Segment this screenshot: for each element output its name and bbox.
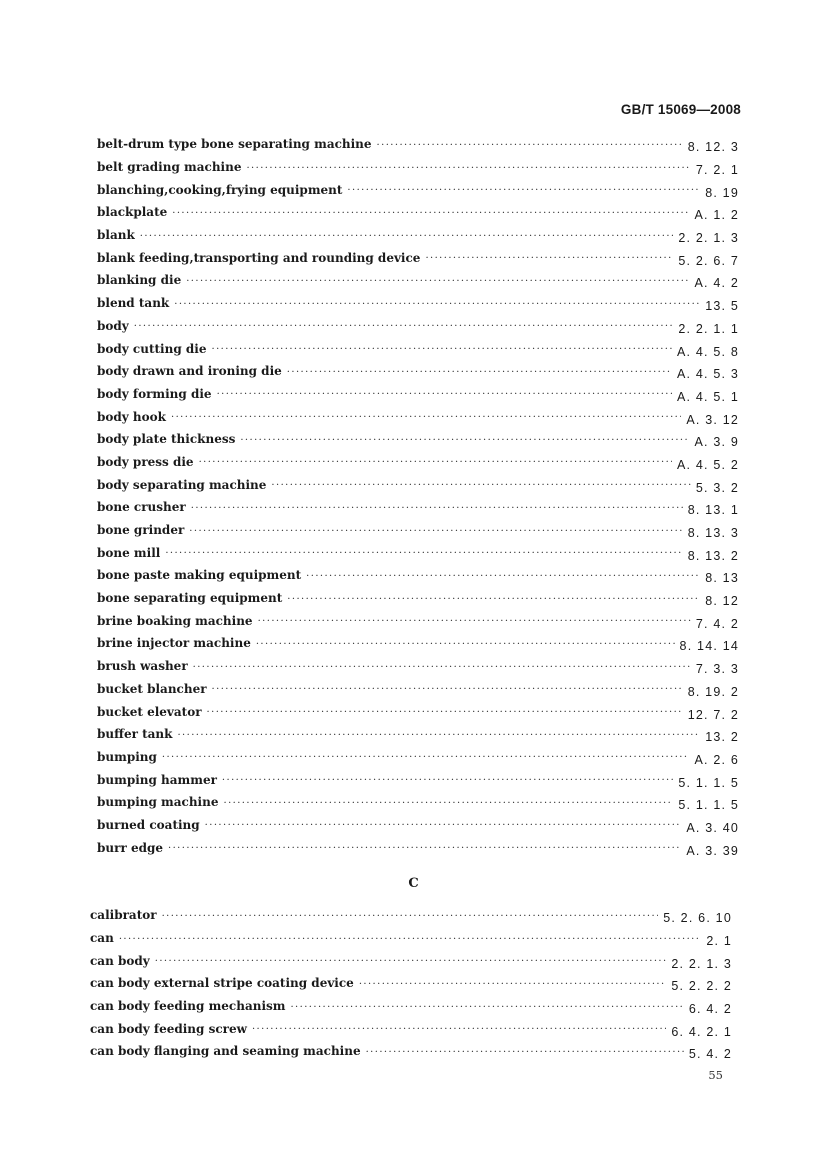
index-entry bbox=[97, 269, 739, 292]
index-ref: A. 1. 2 bbox=[694, 208, 739, 223]
section-heading-c: C bbox=[408, 876, 419, 891]
index-term: bucket blancher bbox=[97, 681, 207, 696]
index-term: burr edge bbox=[97, 840, 163, 855]
index-term: can body bbox=[90, 953, 150, 968]
index-ref: 8. 13. 2 bbox=[687, 548, 739, 563]
index-entry bbox=[97, 609, 739, 632]
leader-dots bbox=[171, 412, 681, 423]
leader-dots bbox=[205, 820, 682, 831]
index-term: burned coating bbox=[97, 817, 200, 832]
index-ref: 8. 19 bbox=[705, 185, 739, 200]
index-entry bbox=[97, 428, 739, 451]
index-entry bbox=[97, 201, 739, 224]
index-entry bbox=[97, 337, 739, 360]
index-entry bbox=[97, 814, 739, 837]
index-term: blanching,cooking,frying equipment bbox=[97, 182, 343, 197]
leader-dots bbox=[177, 730, 700, 741]
index-ref: 8. 13. 3 bbox=[687, 526, 739, 541]
index-ref: A. 4. 5. 2 bbox=[676, 457, 739, 472]
index-term: can bbox=[90, 931, 114, 946]
index-term: bone separating equipment bbox=[97, 591, 283, 606]
index-term: belt-drum type bone separating machine bbox=[97, 137, 372, 152]
leader-dots bbox=[377, 140, 683, 151]
leader-dots bbox=[306, 571, 700, 582]
leader-dots bbox=[217, 389, 672, 400]
index-term: body hook bbox=[97, 409, 166, 424]
index-ref: 2. 2. 1. 3 bbox=[678, 231, 739, 246]
index-entry bbox=[97, 519, 739, 542]
page-number: 55 bbox=[708, 1068, 723, 1082]
index-term: bone crusher bbox=[97, 500, 186, 515]
index-term: can body feeding screw bbox=[90, 1021, 247, 1036]
index-ref: A. 3. 39 bbox=[686, 843, 739, 858]
index-ref: 8. 14. 14 bbox=[679, 639, 739, 654]
index-ref: 6. 4. 2 bbox=[688, 1002, 732, 1017]
leader-dots bbox=[287, 594, 700, 605]
leader-dots bbox=[207, 707, 683, 718]
leader-dots bbox=[168, 843, 681, 854]
index-term: blend tank bbox=[97, 296, 170, 311]
index-entry bbox=[97, 541, 739, 564]
leader-dots bbox=[252, 1024, 666, 1035]
index-entry bbox=[90, 949, 732, 972]
index-ref: 2. 2. 1. 3 bbox=[671, 956, 732, 971]
index-term: body cutting die bbox=[97, 341, 207, 356]
index-ref: A. 4. 5. 1 bbox=[676, 389, 739, 404]
index-term: bumping bbox=[97, 749, 157, 764]
index-term: body drawn and ironing die bbox=[97, 364, 282, 379]
index-entry bbox=[90, 904, 732, 927]
index-term: buffer tank bbox=[97, 727, 173, 742]
leader-dots bbox=[191, 503, 683, 514]
index-ref: 5. 2. 6. 7 bbox=[678, 253, 739, 268]
index-ref: 8. 19. 2 bbox=[687, 684, 739, 699]
index-entry bbox=[90, 1040, 732, 1063]
leader-dots bbox=[425, 253, 673, 264]
index-ref: A. 3. 9 bbox=[694, 435, 739, 450]
index-entry bbox=[97, 768, 739, 791]
index-ref: 8. 12. 3 bbox=[687, 140, 739, 155]
index-term: calibrator bbox=[90, 908, 157, 923]
index-term: body forming die bbox=[97, 386, 212, 401]
index-entry bbox=[90, 995, 732, 1018]
index-ref: 2. 1 bbox=[706, 934, 732, 949]
index-entry bbox=[97, 723, 739, 746]
index-term: blank bbox=[97, 228, 135, 243]
index-entry bbox=[97, 360, 739, 383]
index-section-b bbox=[0, 133, 827, 859]
leader-dots bbox=[199, 457, 672, 468]
index-ref: 5. 1. 1. 5 bbox=[678, 775, 739, 790]
index-term: belt grading machine bbox=[97, 160, 242, 175]
index-ref: A. 4. 2 bbox=[694, 276, 739, 291]
index-section-c bbox=[0, 904, 827, 1063]
index-entry bbox=[97, 405, 739, 428]
index-ref: A. 3. 12 bbox=[686, 412, 739, 427]
index-term: blackplate bbox=[97, 205, 168, 220]
index-ref: 5. 3. 2 bbox=[695, 480, 739, 495]
index-entry bbox=[97, 746, 739, 769]
leader-dots bbox=[246, 163, 690, 174]
index-entry bbox=[97, 655, 739, 678]
index-ref: 12. 7. 2 bbox=[687, 707, 739, 722]
leader-dots bbox=[212, 344, 672, 355]
leader-dots bbox=[240, 435, 689, 446]
leader-dots bbox=[165, 548, 682, 559]
index-entry bbox=[97, 836, 739, 859]
index-entry bbox=[97, 700, 739, 723]
index-entry bbox=[97, 632, 739, 655]
index-term: brine injector machine bbox=[97, 636, 251, 651]
leader-dots bbox=[119, 934, 702, 945]
leader-dots bbox=[186, 276, 689, 287]
leader-dots bbox=[287, 367, 672, 378]
leader-dots bbox=[155, 956, 667, 967]
index-entry bbox=[90, 972, 732, 995]
index-ref: 6. 4. 2. 1 bbox=[671, 1024, 732, 1039]
index-entry bbox=[97, 178, 739, 201]
index-ref: 2. 2. 1. 1 bbox=[678, 321, 739, 336]
index-term: can body flanging and seaming machine bbox=[90, 1044, 361, 1059]
index-ref: 8. 13 bbox=[705, 571, 739, 586]
index-entry bbox=[97, 451, 739, 474]
leader-dots bbox=[222, 775, 673, 786]
index-entry bbox=[97, 496, 739, 519]
index-entry bbox=[97, 791, 739, 814]
index-ref: 13. 2 bbox=[705, 730, 739, 745]
index-ref: 7. 2. 1 bbox=[695, 163, 739, 178]
index-term: bucket elevator bbox=[97, 704, 202, 719]
leader-dots bbox=[366, 1047, 684, 1058]
index-ref: 5. 2. 2. 2 bbox=[671, 979, 732, 994]
index-entry bbox=[97, 224, 739, 247]
index-entry bbox=[97, 292, 739, 315]
index-term: bone paste making equipment bbox=[97, 568, 302, 583]
leader-dots bbox=[271, 480, 690, 491]
index-term: can body feeding mechanism bbox=[90, 999, 286, 1014]
index-entry bbox=[97, 564, 739, 587]
index-ref: 5. 1. 1. 5 bbox=[678, 798, 739, 813]
leader-dots bbox=[359, 979, 667, 990]
index-ref: 8. 12 bbox=[705, 594, 739, 609]
index-term: blank feeding,transporting and rounding device bbox=[97, 250, 421, 265]
leader-dots bbox=[162, 752, 690, 763]
index-entry bbox=[97, 246, 739, 269]
standard-number: GB/T 15069—2008 bbox=[620, 102, 741, 117]
index-ref: 5. 4. 2 bbox=[688, 1047, 732, 1062]
index-term: brine boaking machine bbox=[97, 613, 253, 628]
index-ref: 13. 5 bbox=[705, 299, 739, 314]
leader-dots bbox=[347, 185, 700, 196]
leader-dots bbox=[189, 526, 682, 537]
index-entry bbox=[97, 315, 739, 338]
index-entry bbox=[97, 587, 739, 610]
index-ref: 8. 13. 1 bbox=[687, 503, 739, 518]
leader-dots bbox=[212, 684, 683, 695]
leader-dots bbox=[258, 616, 691, 627]
leader-dots bbox=[162, 911, 659, 922]
leader-dots bbox=[223, 798, 673, 809]
index-ref: 7. 3. 3 bbox=[695, 662, 739, 677]
index-ref: A. 4. 5. 3 bbox=[676, 367, 739, 382]
index-ref: A. 3. 40 bbox=[686, 820, 739, 835]
index-term: body plate thickness bbox=[97, 432, 236, 447]
leader-dots bbox=[140, 231, 674, 242]
index-term: body press die bbox=[97, 454, 194, 469]
leader-dots bbox=[134, 321, 674, 332]
index-entry bbox=[97, 678, 739, 701]
index-entry bbox=[97, 133, 739, 156]
index-term: brush washer bbox=[97, 659, 188, 674]
index-entry bbox=[97, 383, 739, 406]
index-term: blanking die bbox=[97, 273, 182, 288]
leader-dots bbox=[172, 208, 689, 219]
index-ref: A. 2. 6 bbox=[694, 752, 739, 767]
index-term: can body external stripe coating device bbox=[90, 976, 354, 991]
leader-dots bbox=[174, 299, 700, 310]
index-entry bbox=[90, 1017, 732, 1040]
index-ref: A. 4. 5. 8 bbox=[676, 344, 739, 359]
index-ref: 5. 2. 6. 10 bbox=[663, 911, 732, 926]
index-entry bbox=[97, 156, 739, 179]
index-term: body separating machine bbox=[97, 477, 267, 492]
index-term: bumping machine bbox=[97, 795, 219, 810]
leader-dots bbox=[193, 662, 691, 673]
index-entry bbox=[90, 927, 732, 950]
leader-dots bbox=[290, 1002, 683, 1013]
index-term: bumping hammer bbox=[97, 772, 217, 787]
index-term: body bbox=[97, 318, 129, 333]
index-term: bone mill bbox=[97, 545, 161, 560]
index-ref: 7. 4. 2 bbox=[695, 616, 739, 631]
index-entry bbox=[97, 473, 739, 496]
index-term: bone grinder bbox=[97, 523, 185, 538]
leader-dots bbox=[256, 639, 675, 650]
